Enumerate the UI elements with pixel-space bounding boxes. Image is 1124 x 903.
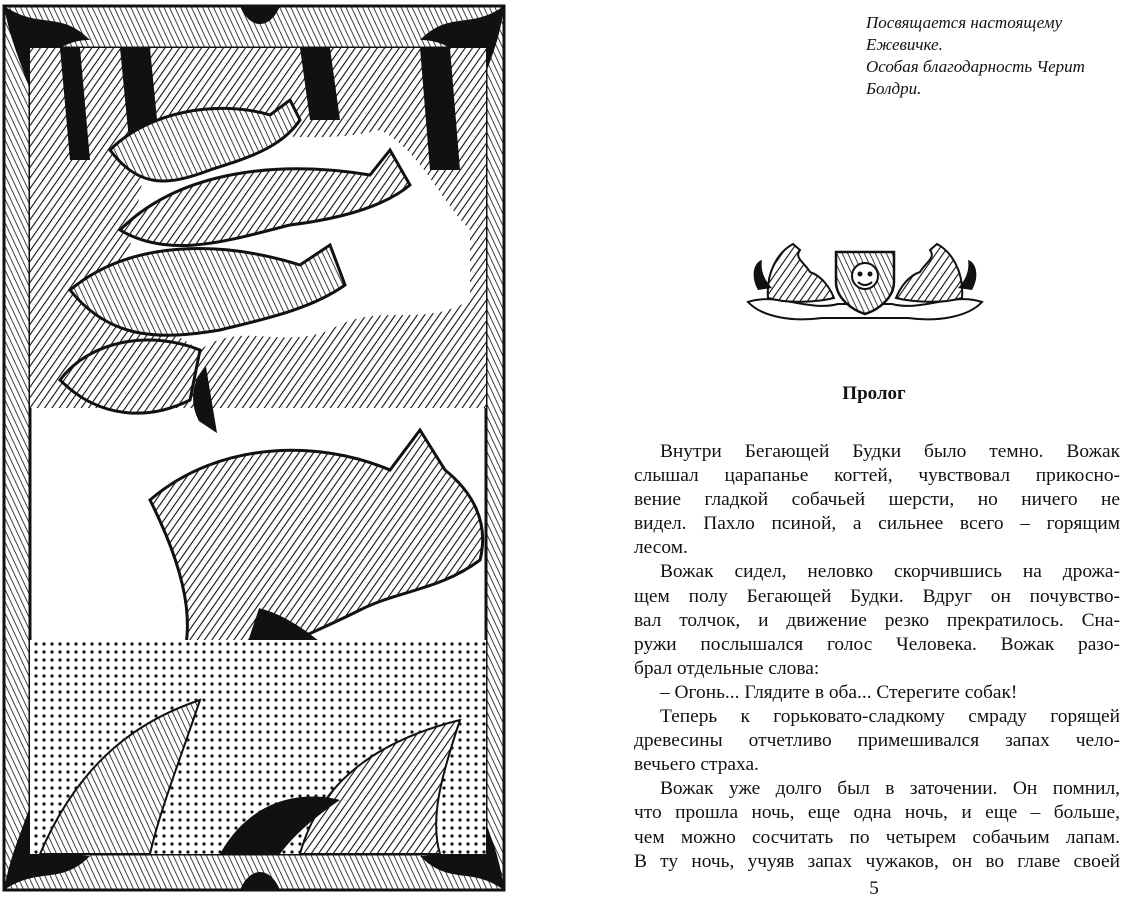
text-line: Вожак сидел, неловко скорчившись на дрожа-	[660, 561, 1120, 583]
dedication-line: Особая благодарность Черит	[866, 57, 1085, 76]
dedication	[866, 12, 1116, 100]
dogs-forest-illustration	[0, 0, 512, 896]
text-line: вал толчок, и движение резко прекратилось. Сна-	[634, 609, 1120, 631]
heraldic-emblem-icon	[738, 232, 992, 334]
text-line: щем полу Бегающей Будки. Вдруг он почувство-	[634, 585, 1120, 607]
text-line: Теперь к горьковато-сладкому смраду горящей	[660, 706, 1120, 728]
chapter-title: Пролог	[842, 383, 906, 404]
ferns-foreground	[30, 640, 486, 854]
text-line: древесины отчетливо примешивался запах чело-	[634, 730, 1120, 752]
dedication-line: Ежевичке.	[866, 35, 943, 54]
dedication-line: Болдри.	[866, 79, 922, 98]
text-line: чем можно сосчитать по четырем собачьим лапам.	[634, 826, 1120, 848]
text-line: ружи послышался голос Человека. Вожак разо-	[634, 633, 1120, 655]
text-page	[628, 0, 1120, 903]
illustration-plate	[0, 0, 512, 896]
text-line: что прошла ночь, еще одна ночь, и еще – больше,	[634, 802, 1120, 824]
text-line: лесом.	[634, 537, 688, 559]
chapter-body	[634, 440, 1120, 874]
text-line: вение гладкой собачьей шерсти, но ничего не	[634, 489, 1120, 511]
page-number: 5	[869, 878, 879, 899]
text-line: вечьего страха.	[634, 754, 759, 776]
text-line: – Огонь... Глядите в оба... Стерегите собак!	[660, 681, 1018, 703]
text-line: брал отдельные слова:	[634, 657, 820, 679]
text-line: видел. Пахло псиной, а сильнее всего – горящим	[634, 513, 1120, 535]
text-line: Вожак уже долго был в заточении. Он помнил,	[660, 778, 1120, 800]
heraldic-vignette	[738, 232, 992, 334]
dedication-line: Посвящается настоящему	[866, 13, 1063, 32]
text-line: слышал царапанье когтей, чувствовал прикосно-	[634, 465, 1120, 487]
text-line: Внутри Бегающей Будки было темно. Вожак	[660, 441, 1120, 462]
text-line: В ту ночь, учуяв запах чужаков, он во главе своей	[634, 850, 1120, 872]
